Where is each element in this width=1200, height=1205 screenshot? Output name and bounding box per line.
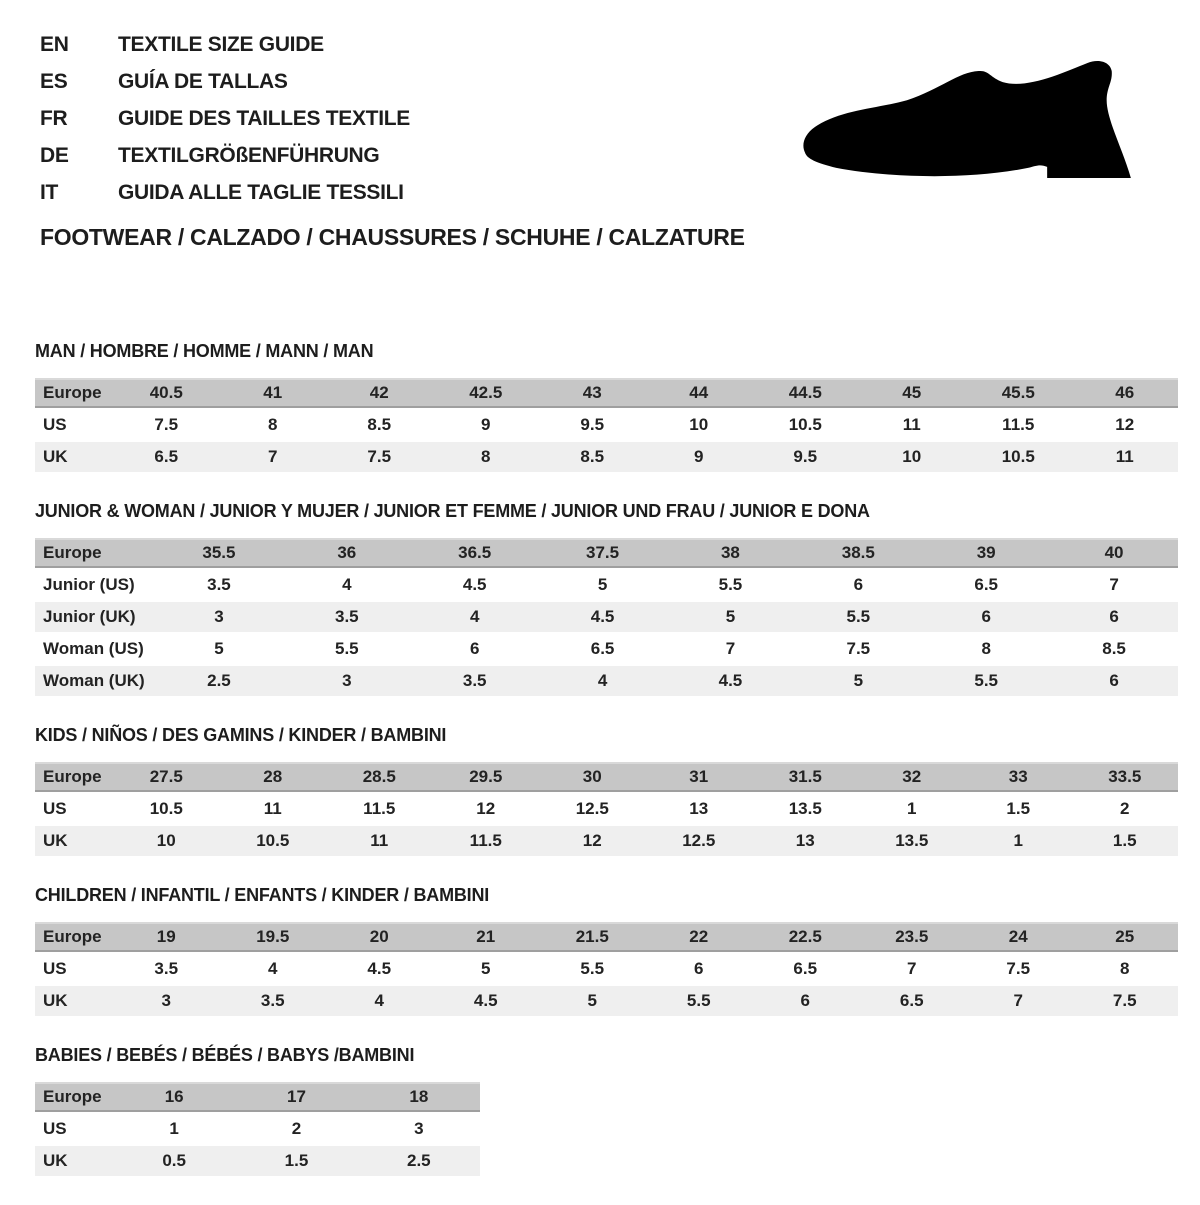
size-cell: 6.5 [113, 442, 220, 472]
size-cell: 11 [859, 410, 966, 440]
size-cell: 7.5 [113, 410, 220, 440]
size-cell: 7.5 [1072, 986, 1179, 1016]
row-label: Europe [35, 1082, 113, 1112]
size-cell: 6 [752, 986, 859, 1016]
row-label: US [35, 794, 113, 824]
size-cell: 6 [1050, 602, 1178, 632]
size-table-man [35, 376, 1178, 474]
size-cell: 19.5 [220, 922, 327, 952]
size-cell: 3 [155, 602, 283, 632]
size-cell: 7 [965, 986, 1072, 1016]
size-cell: 11 [1072, 442, 1179, 472]
size-cell: 40 [1050, 538, 1178, 568]
size-cell: 10 [859, 442, 966, 472]
size-cell: 3.5 [283, 602, 411, 632]
size-cell: 27.5 [113, 762, 220, 792]
table-row [35, 538, 1178, 568]
size-cell: 1.5 [1072, 826, 1179, 856]
row-label: US [35, 410, 113, 440]
size-cell: 36.5 [411, 538, 539, 568]
section-title-kids: KIDS / NIÑOS / DES GAMINS / KINDER / BAMBINI [35, 725, 447, 745]
size-cell: 42 [326, 378, 433, 408]
size-cell: 6 [922, 602, 1050, 632]
size-table-kids [35, 760, 1178, 858]
size-cell: 5.5 [922, 666, 1050, 696]
size-cell: 3 [358, 1114, 480, 1144]
size-cell: 10.5 [752, 410, 859, 440]
row-label: Junior (UK) [35, 602, 155, 632]
size-cell: 35.5 [155, 538, 283, 568]
size-cell: 8.5 [539, 442, 646, 472]
size-cell: 11 [326, 826, 433, 856]
size-cell: 4.5 [539, 602, 667, 632]
size-cell: 13.5 [859, 826, 966, 856]
size-cell: 1.5 [965, 794, 1072, 824]
language-label: GUIDE DES TAILLES TEXTILE [118, 107, 410, 130]
size-cell: 7 [859, 954, 966, 984]
size-cell: 6 [1050, 666, 1178, 696]
table-row [35, 762, 1178, 792]
row-label: UK [35, 986, 113, 1016]
size-cell: 4 [326, 986, 433, 1016]
size-cell: 8 [1072, 954, 1179, 984]
size-cell: 33.5 [1072, 762, 1179, 792]
size-cell: 44 [646, 378, 753, 408]
size-cell: 7.5 [965, 954, 1072, 984]
size-cell: 45 [859, 378, 966, 408]
size-table-babies [35, 1080, 480, 1178]
table-row [35, 986, 1178, 1016]
size-cell: 2.5 [155, 666, 283, 696]
size-cell: 3.5 [220, 986, 327, 1016]
row-label: Europe [35, 922, 113, 952]
section-title-children: CHILDREN / INFANTIL / ENFANTS / KINDER / BAMBINI [35, 885, 490, 905]
size-cell: 9 [433, 410, 540, 440]
size-section-babies [35, 1045, 1178, 1178]
row-label: Europe [35, 378, 113, 408]
size-cell: 5.5 [667, 570, 795, 600]
language-code: IT [40, 181, 59, 204]
shoe-silhouette-icon [798, 56, 1146, 194]
size-cell: 1 [859, 794, 966, 824]
size-cell: 4.5 [433, 986, 540, 1016]
size-cell: 21.5 [539, 922, 646, 952]
size-cell: 22 [646, 922, 753, 952]
size-cell: 13 [646, 794, 753, 824]
size-cell: 4.5 [326, 954, 433, 984]
row-label: UK [35, 826, 113, 856]
size-cell: 25 [1072, 922, 1179, 952]
size-table-children [35, 920, 1178, 1018]
language-row-fr [40, 100, 760, 137]
size-cell: 3 [113, 986, 220, 1016]
size-cell: 0.5 [113, 1146, 235, 1176]
size-cell: 8.5 [1050, 634, 1178, 664]
size-cell: 36 [283, 538, 411, 568]
row-label: Europe [35, 762, 113, 792]
size-cell: 40.5 [113, 378, 220, 408]
language-label: GUÍA DE TALLAS [118, 70, 288, 93]
table-row [35, 922, 1178, 952]
size-cell: 7.5 [326, 442, 433, 472]
size-cell: 5.5 [646, 986, 753, 1016]
size-cell: 5 [539, 570, 667, 600]
size-cell: 9 [646, 442, 753, 472]
size-cell: 4 [220, 954, 327, 984]
size-cell: 41 [220, 378, 327, 408]
size-cell: 3.5 [113, 954, 220, 984]
section-title-junior-woman: JUNIOR & WOMAN / JUNIOR Y MUJER / JUNIOR ET FEMME / JUNIOR UND FRAU / JUNIOR E DONA [35, 501, 870, 521]
language-list [40, 26, 760, 211]
size-table-junior-woman [35, 536, 1178, 698]
table-row [35, 1146, 480, 1176]
size-cell: 20 [326, 922, 433, 952]
size-cell: 1.5 [235, 1146, 357, 1176]
size-cell: 7 [220, 442, 327, 472]
size-section-man [35, 341, 1178, 474]
size-cell: 12 [539, 826, 646, 856]
shoe-icon-path [803, 61, 1130, 178]
size-cell: 10 [113, 826, 220, 856]
size-cell: 13 [752, 826, 859, 856]
size-cell: 3 [283, 666, 411, 696]
table-row [35, 410, 1178, 440]
size-cell: 29.5 [433, 762, 540, 792]
size-cell: 38 [667, 538, 795, 568]
size-cell: 12 [1072, 410, 1179, 440]
language-row-it [40, 174, 760, 211]
size-cell: 12 [433, 794, 540, 824]
size-cell: 10.5 [965, 442, 1072, 472]
size-cell: 5.5 [794, 602, 922, 632]
size-cell: 11.5 [965, 410, 1072, 440]
table-row [35, 1082, 480, 1112]
size-cell: 6.5 [922, 570, 1050, 600]
table-row [35, 378, 1178, 408]
size-cell: 7 [1050, 570, 1178, 600]
size-cell: 1 [965, 826, 1072, 856]
table-row [35, 794, 1178, 824]
size-cell: 5.5 [539, 954, 646, 984]
size-cell: 31 [646, 762, 753, 792]
size-cell: 22.5 [752, 922, 859, 952]
row-label: Europe [35, 538, 155, 568]
size-cell: 1 [113, 1114, 235, 1144]
size-cell: 4 [539, 666, 667, 696]
language-code: ES [40, 70, 68, 93]
size-cell: 4 [411, 602, 539, 632]
size-cell: 42.5 [433, 378, 540, 408]
size-cell: 3.5 [155, 570, 283, 600]
row-label: UK [35, 1146, 113, 1176]
size-cell: 2 [235, 1114, 357, 1144]
size-cell: 21 [433, 922, 540, 952]
header-block [40, 26, 760, 251]
size-cell: 5 [433, 954, 540, 984]
size-cell: 5 [667, 602, 795, 632]
size-cell: 12.5 [646, 826, 753, 856]
row-label: Woman (US) [35, 634, 155, 664]
language-row-en [40, 26, 760, 63]
size-cell: 30 [539, 762, 646, 792]
size-cell: 5 [539, 986, 646, 1016]
size-cell: 6 [646, 954, 753, 984]
table-row [35, 666, 1178, 696]
size-cell: 11.5 [326, 794, 433, 824]
row-label: US [35, 954, 113, 984]
size-section-kids [35, 725, 1178, 858]
table-row [35, 954, 1178, 984]
size-cell: 32 [859, 762, 966, 792]
language-code: DE [40, 144, 69, 167]
size-cell: 24 [965, 922, 1072, 952]
size-section-children [35, 885, 1178, 1018]
size-cell: 8 [922, 634, 1050, 664]
size-cell: 4.5 [667, 666, 795, 696]
table-row [35, 1114, 480, 1144]
table-row [35, 442, 1178, 472]
row-label: Woman (UK) [35, 666, 155, 696]
language-label: TEXTILGRÖßENFÜHRUNG [118, 144, 380, 167]
table-row [35, 570, 1178, 600]
size-cell: 38.5 [794, 538, 922, 568]
size-cell: 5 [794, 666, 922, 696]
size-cell: 44.5 [752, 378, 859, 408]
size-cell: 4.5 [411, 570, 539, 600]
row-label: Junior (US) [35, 570, 155, 600]
size-cell: 19 [113, 922, 220, 952]
size-cell: 39 [922, 538, 1050, 568]
size-section-junior-woman [35, 501, 1178, 698]
size-cell: 11 [220, 794, 327, 824]
size-cell: 6.5 [752, 954, 859, 984]
size-cell: 2.5 [358, 1146, 480, 1176]
size-cell: 43 [539, 378, 646, 408]
size-cell: 6 [794, 570, 922, 600]
row-label: UK [35, 442, 113, 472]
size-cell: 10.5 [220, 826, 327, 856]
size-cell: 7 [667, 634, 795, 664]
size-cell: 9.5 [752, 442, 859, 472]
size-cell: 6 [411, 634, 539, 664]
size-cell: 12.5 [539, 794, 646, 824]
size-cell: 7.5 [794, 634, 922, 664]
table-row [35, 826, 1178, 856]
size-cell: 6.5 [859, 986, 966, 1016]
size-cell: 11.5 [433, 826, 540, 856]
size-tables [35, 341, 1178, 1205]
category-heading: FOOTWEAR / CALZADO / CHAUSSURES / SCHUHE / CALZATURE [40, 224, 745, 250]
size-cell: 28.5 [326, 762, 433, 792]
language-row-es [40, 63, 760, 100]
language-label: GUIDA ALLE TAGLIE TESSILI [118, 181, 404, 204]
size-cell: 23.5 [859, 922, 966, 952]
size-cell: 16 [113, 1082, 235, 1112]
table-row [35, 602, 1178, 632]
size-cell: 8.5 [326, 410, 433, 440]
language-label: TEXTILE SIZE GUIDE [118, 33, 324, 56]
size-cell: 46 [1072, 378, 1179, 408]
section-title-man: MAN / HOMBRE / HOMME / MANN / MAN [35, 341, 374, 361]
size-cell: 10 [646, 410, 753, 440]
size-cell: 28 [220, 762, 327, 792]
language-code: FR [40, 107, 68, 130]
size-cell: 9.5 [539, 410, 646, 440]
size-cell: 45.5 [965, 378, 1072, 408]
size-cell: 18 [358, 1082, 480, 1112]
size-cell: 5 [155, 634, 283, 664]
size-cell: 2 [1072, 794, 1179, 824]
size-cell: 13.5 [752, 794, 859, 824]
size-cell: 17 [235, 1082, 357, 1112]
size-cell: 31.5 [752, 762, 859, 792]
section-title-babies: BABIES / BEBÉS / BÉBÉS / BABYS /BAMBINI [35, 1045, 415, 1065]
language-row-de [40, 137, 760, 174]
size-cell: 8 [433, 442, 540, 472]
row-label: US [35, 1114, 113, 1144]
size-cell: 33 [965, 762, 1072, 792]
size-cell: 5.5 [283, 634, 411, 664]
size-cell: 10.5 [113, 794, 220, 824]
size-cell: 4 [283, 570, 411, 600]
table-row [35, 634, 1178, 664]
size-cell: 8 [220, 410, 327, 440]
language-code: EN [40, 33, 69, 56]
size-cell: 37.5 [539, 538, 667, 568]
size-cell: 6.5 [539, 634, 667, 664]
size-cell: 3.5 [411, 666, 539, 696]
